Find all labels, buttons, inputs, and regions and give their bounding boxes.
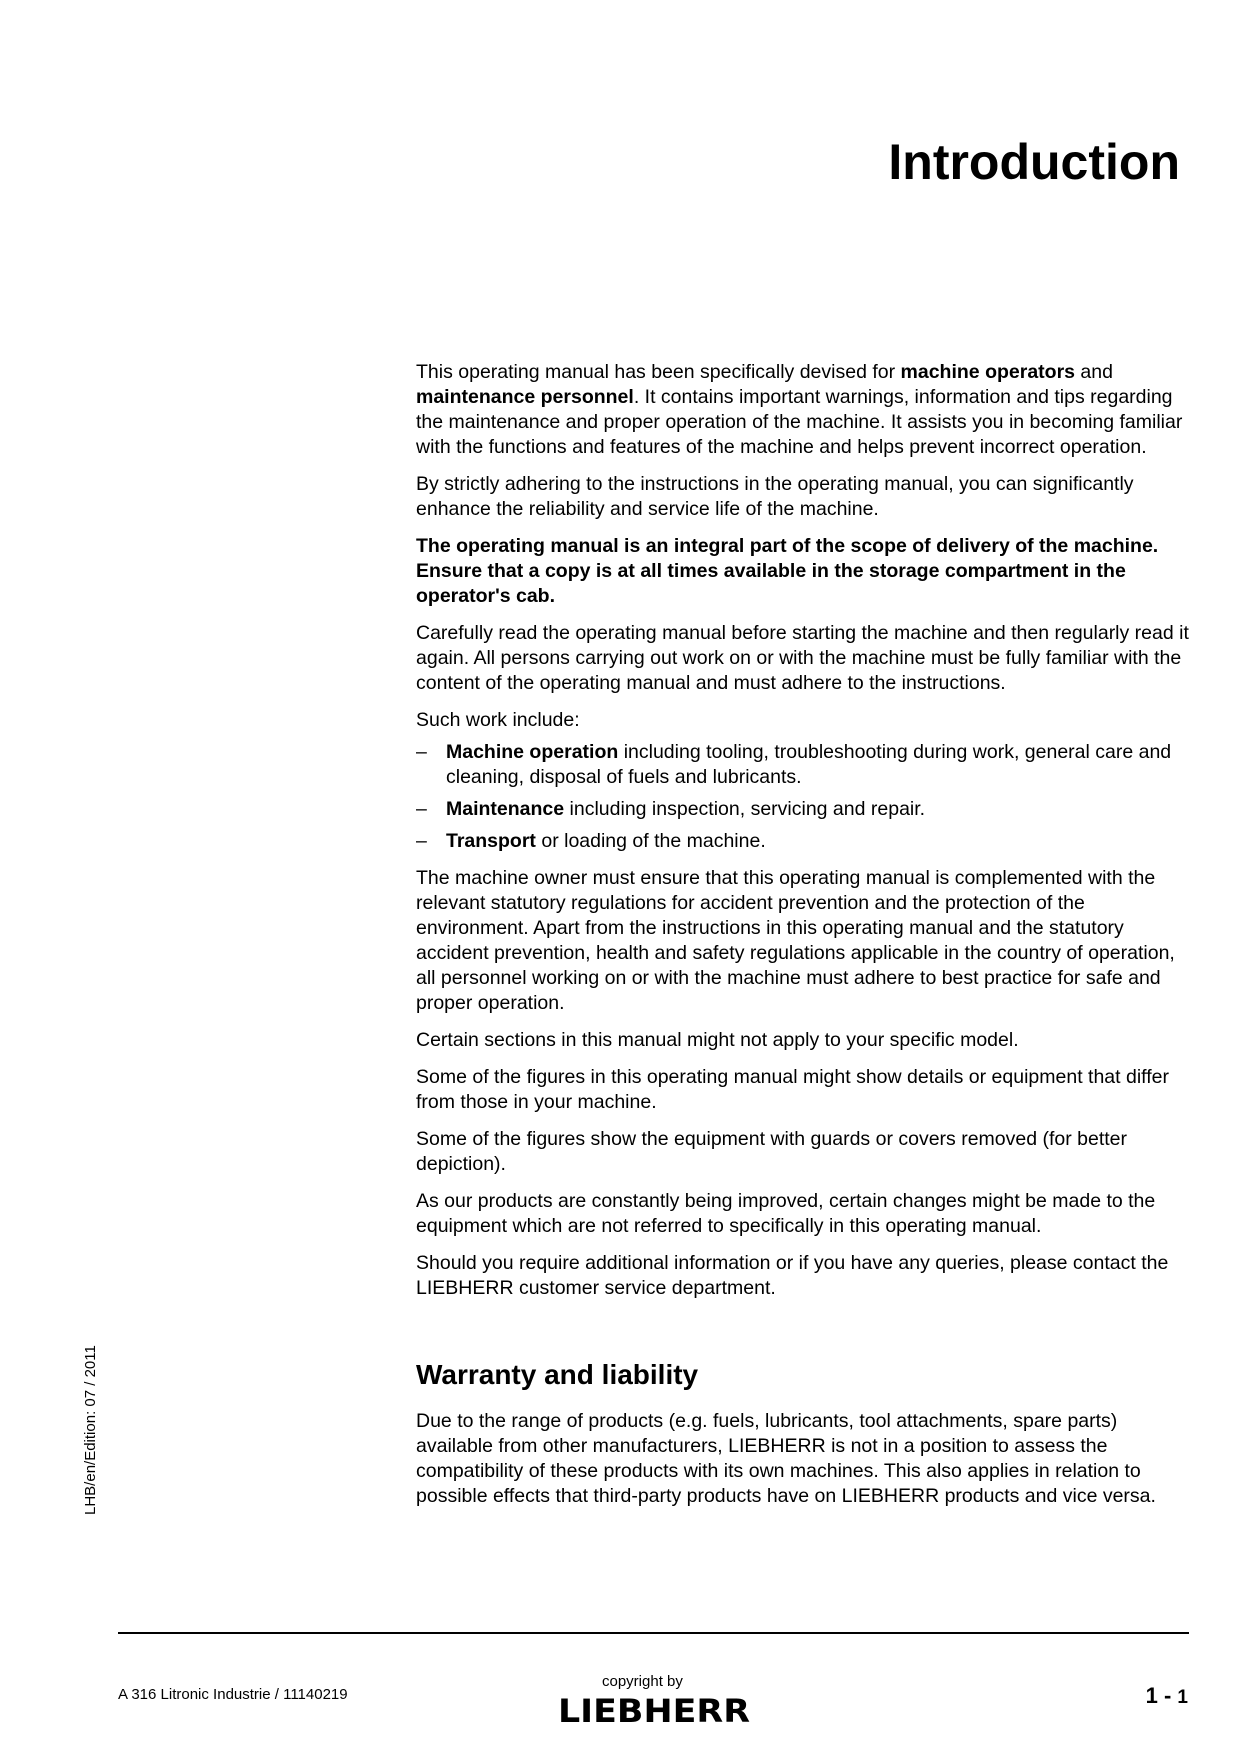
list-item-term: Transport <box>446 830 536 852</box>
page-number <box>1146 1683 1188 1709</box>
intro-paragraph-8: Some of the figures in this operating manual might show details or equipment that differ from those in your machine. <box>416 1066 1169 1113</box>
page-index: 1 <box>1177 1687 1188 1708</box>
list-item-text: or loading of the machine. <box>535 830 766 852</box>
work-list <box>416 740 1191 854</box>
page-title: Introduction <box>888 134 1180 190</box>
footer-copyright: copyright by <box>602 1673 683 1690</box>
intro-paragraph-important: The operating manual is an integral part of the scope of delivery of the machine. Ensure that a copy is at all times available in the storage compartment in the operator's cab. <box>416 535 1159 607</box>
intro-paragraph-4: Carefully read the operating manual before starting the machine and then regularly read it again. All persons carrying out work on or with the machine must be fully familiar with the content of the operating manual and must adhere to the instructions. <box>416 622 1189 694</box>
warranty-paragraph-1: Due to the range of products (e.g. fuels, lubricants, tool attachments, spare parts) available from other manufacturers, LIEBHERR is not in a position to assess the compatibility of these products with its own machines. This also applies in relation to possible effects that third-party products have on LIEBHERR products and vice versa. <box>416 1410 1156 1507</box>
list-item-text: including tooling, troubleshooting during work, general care and cleaning, disposal of fuels and lubricants. <box>446 741 1172 788</box>
list-item-term: Machine operation <box>446 741 619 763</box>
intro-paragraph-1 <box>416 360 1191 460</box>
intro-paragraph-6: The machine owner must ensure that this operating manual is complemented with the relevant statutory regulations for accident prevention and the protection of the environment. Apart from the instructions in this operating manual and the statutory accident prevention, health and safety regulations applicable in the country of operation, all personnel working on or with the machine must adhere to best practice for safe and proper operation. <box>416 867 1175 1014</box>
bold-term-machine-operators: machine operators <box>900 361 1076 383</box>
section-heading-warranty: Warranty and liability <box>416 1359 699 1390</box>
list-item <box>416 797 1191 822</box>
intro-paragraph-7: Certain sections in this manual might not apply to your specific model. <box>416 1029 1019 1051</box>
intro-paragraph-11: Should you require additional information or if you have any queries, please contact the LIEBHERR customer service department. <box>416 1252 1169 1299</box>
edition-label: LHB/en/Edition: 07 / 2011 <box>82 1345 99 1515</box>
intro-paragraph-2: By strictly adhering to the instructions in the operating manual, you can significantly enhance the reliability and service life of the machine. <box>416 473 1134 520</box>
footer-divider <box>118 1632 1189 1634</box>
intro-paragraph-9: Some of the figures show the equipment with guards or covers removed (for better depiction). <box>416 1128 1128 1175</box>
list-dash: – <box>416 741 427 763</box>
liebherr-logo <box>556 1693 752 1727</box>
list-item-term: Maintenance <box>446 798 565 820</box>
text-run: and <box>1075 361 1113 383</box>
list-item <box>416 740 1191 790</box>
logo-wordmark: LIEBHERR <box>558 1693 750 1727</box>
text-run: . It contains important warnings, information and tips regarding the maintenance and proper operation of the machine. It assists you in becoming familiar with the functions and features of the machine and helps prevent incorrect operation. <box>416 386 1183 458</box>
text-run: This operating manual has been specifically devised for <box>416 361 901 383</box>
list-item-text: including inspection, servicing and repair. <box>564 798 926 820</box>
list-dash: – <box>416 830 427 852</box>
intro-paragraph-5: Such work include: <box>416 709 580 731</box>
list-item <box>416 829 1191 854</box>
bold-term-maintenance-personnel: maintenance personnel <box>416 386 634 408</box>
intro-paragraph-10: As our products are constantly being improved, certain changes might be made to the equipment which are not referred to specifically in this operating manual. <box>416 1190 1156 1237</box>
footer-document-id: A 316 Litronic Industrie / 11140219 <box>118 1686 348 1703</box>
main-content <box>416 360 1191 1521</box>
list-dash: – <box>416 798 427 820</box>
page-chapter: 1 - <box>1145 1683 1172 1708</box>
